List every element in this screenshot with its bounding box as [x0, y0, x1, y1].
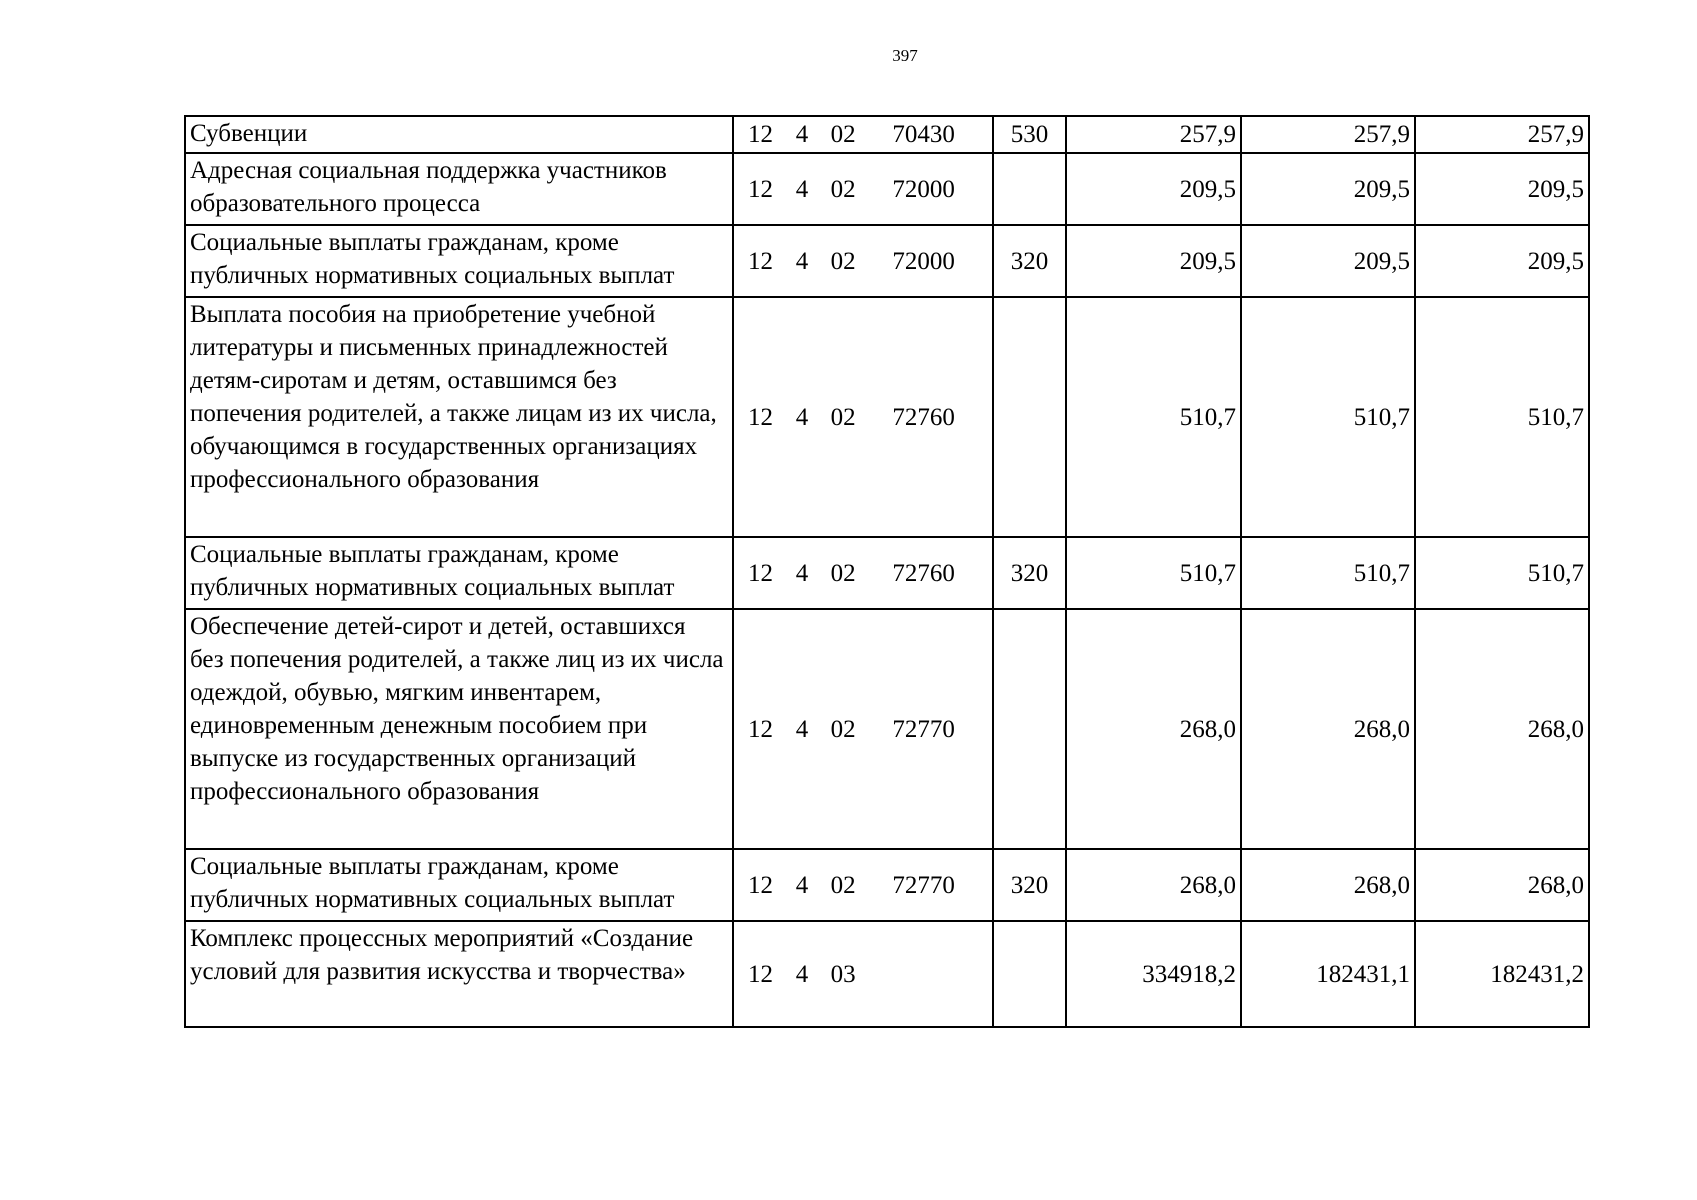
table-row	[185, 849, 1589, 921]
row-code-1: 12	[748, 871, 773, 899]
row-value-1: 268,0	[1066, 849, 1241, 921]
row-codes	[733, 116, 993, 153]
row-code-1: 12	[748, 960, 773, 988]
row-code-1: 12	[748, 403, 773, 431]
row-kind	[993, 921, 1066, 1027]
row-code-4: 70430	[892, 121, 955, 148]
row-codes	[733, 849, 993, 921]
row-code-4: 72760	[892, 403, 955, 431]
row-value-3: 268,0	[1415, 849, 1589, 921]
table-row	[185, 153, 1589, 225]
row-name: Адресная социальная поддержка участников образовательного процесса	[185, 153, 733, 225]
row-code-2: 4	[795, 715, 809, 743]
row-code-1: 12	[748, 715, 773, 743]
row-value-3: 510,7	[1415, 537, 1589, 609]
row-code-3: 02	[830, 175, 856, 203]
row-value-1: 334918,2	[1066, 921, 1241, 1027]
row-value-2: 268,0	[1241, 849, 1415, 921]
row-code-2: 4	[795, 960, 809, 988]
row-kind	[993, 153, 1066, 225]
row-name: Обеспечение детей-сирот и детей, оставшихся без попечения родителей, а также лиц из их числа одеждой, обувью, мягким инвентарем, единовременным денежным пособием при выпуске из государственных организаций профессионального образования	[185, 609, 733, 849]
page-number: 397	[892, 46, 918, 65]
row-code-4: 72770	[892, 715, 955, 743]
row-kind: 320	[993, 849, 1066, 921]
row-code-3: 02	[830, 121, 856, 148]
row-kind: 320	[993, 537, 1066, 609]
row-kind: 530	[993, 116, 1066, 153]
row-code-4: 72000	[892, 247, 955, 275]
row-name: Социальные выплаты гражданам, кроме публичных нормативных социальных выплат	[185, 849, 733, 921]
row-code-2: 4	[795, 247, 809, 275]
row-value-1: 510,7	[1066, 297, 1241, 537]
budget-table	[184, 115, 1590, 1028]
table-row	[185, 225, 1589, 297]
row-code-2: 4	[795, 175, 809, 203]
table-row	[185, 609, 1589, 849]
row-value-2: 510,7	[1241, 537, 1415, 609]
row-kind	[993, 609, 1066, 849]
row-code-1: 12	[748, 559, 773, 587]
row-value-3: 257,9	[1415, 116, 1589, 153]
row-code-4: 72760	[892, 559, 955, 587]
row-code-2: 4	[795, 121, 809, 148]
row-name: Комплекс процессных мероприятий «Создание условий для развития искусства и творчества»	[185, 921, 733, 1027]
row-code-3: 03	[830, 960, 856, 988]
row-value-2: 209,5	[1241, 153, 1415, 225]
row-code-1: 12	[748, 121, 773, 148]
table-row	[185, 537, 1589, 609]
row-value-2: 510,7	[1241, 297, 1415, 537]
table-row	[185, 297, 1589, 537]
row-value-1: 510,7	[1066, 537, 1241, 609]
row-value-3: 209,5	[1415, 153, 1589, 225]
row-code-3: 02	[830, 715, 856, 743]
row-code-3: 02	[830, 403, 856, 431]
row-code-2: 4	[795, 871, 809, 899]
row-codes	[733, 153, 993, 225]
row-codes	[733, 297, 993, 537]
table-row	[185, 116, 1589, 153]
row-value-2: 268,0	[1241, 609, 1415, 849]
row-codes	[733, 921, 993, 1027]
row-code-3: 02	[830, 559, 856, 587]
row-code-2: 4	[795, 403, 809, 431]
row-value-2: 182431,1	[1241, 921, 1415, 1027]
row-value-1: 209,5	[1066, 153, 1241, 225]
row-code-3: 02	[830, 247, 856, 275]
row-value-3: 510,7	[1415, 297, 1589, 537]
row-name: Социальные выплаты гражданам, кроме публичных нормативных социальных выплат	[185, 225, 733, 297]
row-name: Субвенции	[185, 116, 733, 153]
row-code-4: 72000	[892, 175, 955, 203]
row-code-1: 12	[748, 175, 773, 203]
row-value-1: 268,0	[1066, 609, 1241, 849]
row-codes	[733, 609, 993, 849]
row-name: Социальные выплаты гражданам, кроме публичных нормативных социальных выплат	[185, 537, 733, 609]
row-value-3: 268,0	[1415, 609, 1589, 849]
row-kind: 320	[993, 225, 1066, 297]
row-value-2: 257,9	[1241, 116, 1415, 153]
row-codes	[733, 225, 993, 297]
table-row	[185, 921, 1589, 1027]
row-code-3: 02	[830, 871, 856, 899]
row-code-4: 72770	[892, 871, 955, 899]
row-code-2: 4	[795, 559, 809, 587]
row-value-1: 257,9	[1066, 116, 1241, 153]
row-name: Выплата пособия на приобретение учебной литературы и письменных принадлежностей детям-сиротам и детям, оставшимся без попечения родителей, а также лицам из их числа, обучающимся в государственных организациях профессионального образования	[185, 297, 733, 537]
row-kind	[993, 297, 1066, 537]
row-value-2: 209,5	[1241, 225, 1415, 297]
row-code-1: 12	[748, 247, 773, 275]
row-value-3: 182431,2	[1415, 921, 1589, 1027]
row-value-3: 209,5	[1415, 225, 1589, 297]
row-value-1: 209,5	[1066, 225, 1241, 297]
row-codes	[733, 537, 993, 609]
